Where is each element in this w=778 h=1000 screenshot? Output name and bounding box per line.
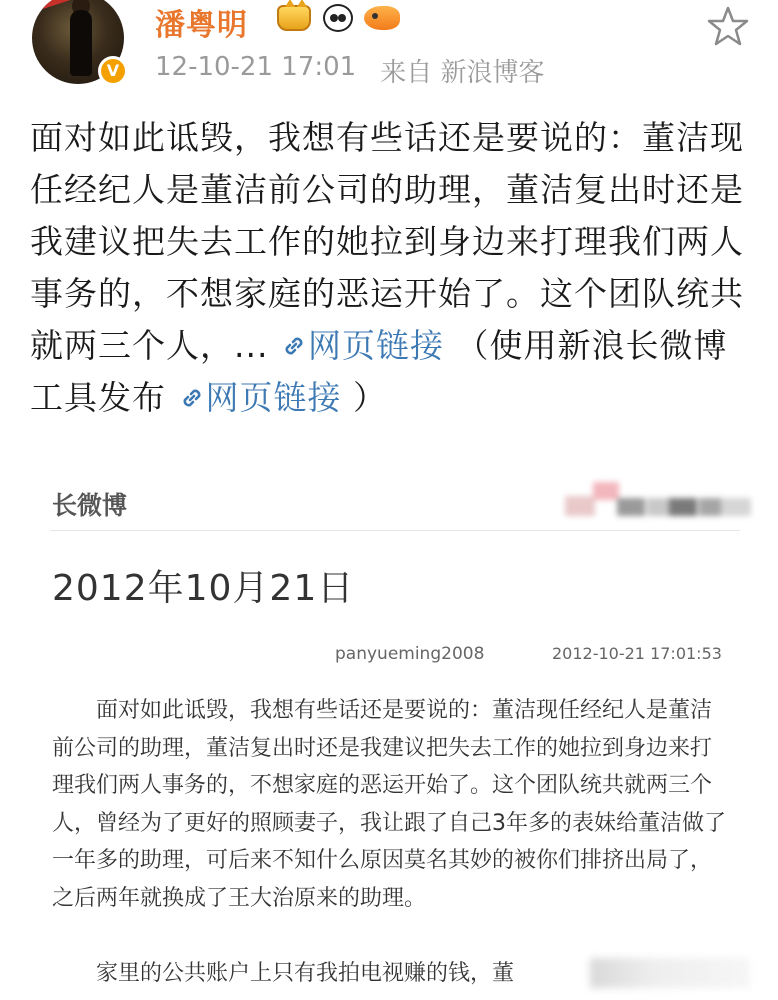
post-source[interactable]: 来自 新浪博客 (380, 58, 545, 88)
post-tail-open: （使用新浪长微博工具发布 (30, 326, 728, 417)
long-weibo-body (52, 692, 732, 993)
long-weibo-label: 长微博 (52, 491, 128, 520)
verified-icon: V (98, 56, 128, 86)
post-timestamp: 12-10-21 17:01 (155, 52, 357, 82)
blurred-watermark (565, 478, 755, 528)
fish-emoji-icon[interactable] (363, 2, 401, 34)
web-link-1-label: 网页链接 (307, 326, 444, 365)
web-link-1[interactable] (280, 326, 444, 365)
long-weibo-paragraph: 面对如此诋毁，我想有些话还是要说的：董洁现任经纪人是董洁前公司的助理，董洁复出时还是我建议把失去工作的她拉到身边来打理我们两人事务的，不想家庭的恶运开始了。这个团队统共就两三个人，曾经为了更好的照顾妻子，我让跟了自己3年多的表妹给董洁做了一年多的助理，可后来不知什么原因莫名其妙的被你们排挤出局了，之后两年就换成了王大治原来的助理。 (52, 698, 726, 911)
post-text (30, 112, 750, 424)
post-body: 面对如此诋毁，我想有些话还是要说的：董洁现任经纪人是董洁前公司的助理，董洁复出时还是我建议把失去工作的她拉到身边来打理我们两人事务的，不想家庭的恶运开始了。这个团队统共就两三个人，... (30, 118, 744, 365)
long-weibo-author: panyueming2008 (335, 644, 485, 664)
favorite-star-icon[interactable] (706, 4, 750, 48)
divider (50, 530, 740, 531)
long-weibo-title: 2012年10月21日 (52, 568, 355, 609)
web-link-2[interactable] (178, 378, 342, 417)
link-chain-icon (178, 384, 206, 412)
user-badges (275, 2, 401, 34)
panda-emoji-icon[interactable] (319, 2, 357, 34)
post-meta (155, 52, 544, 89)
blurred-region (590, 958, 750, 988)
long-weibo-paragraph: 家里的公共账户上只有我拍电视赚的钱，董 (96, 961, 515, 986)
post-tail-close: ） (341, 378, 387, 417)
username[interactable]: 潘粤明 (155, 8, 248, 43)
long-weibo-time: 2012-10-21 17:01:53 (552, 644, 722, 663)
link-chain-icon (280, 332, 308, 360)
avatar[interactable] (32, 0, 128, 88)
long-weibo-image[interactable] (30, 470, 750, 1000)
post-header (0, 0, 778, 100)
crown-badge-icon[interactable] (275, 2, 313, 34)
web-link-2-label: 网页链接 (205, 378, 342, 417)
